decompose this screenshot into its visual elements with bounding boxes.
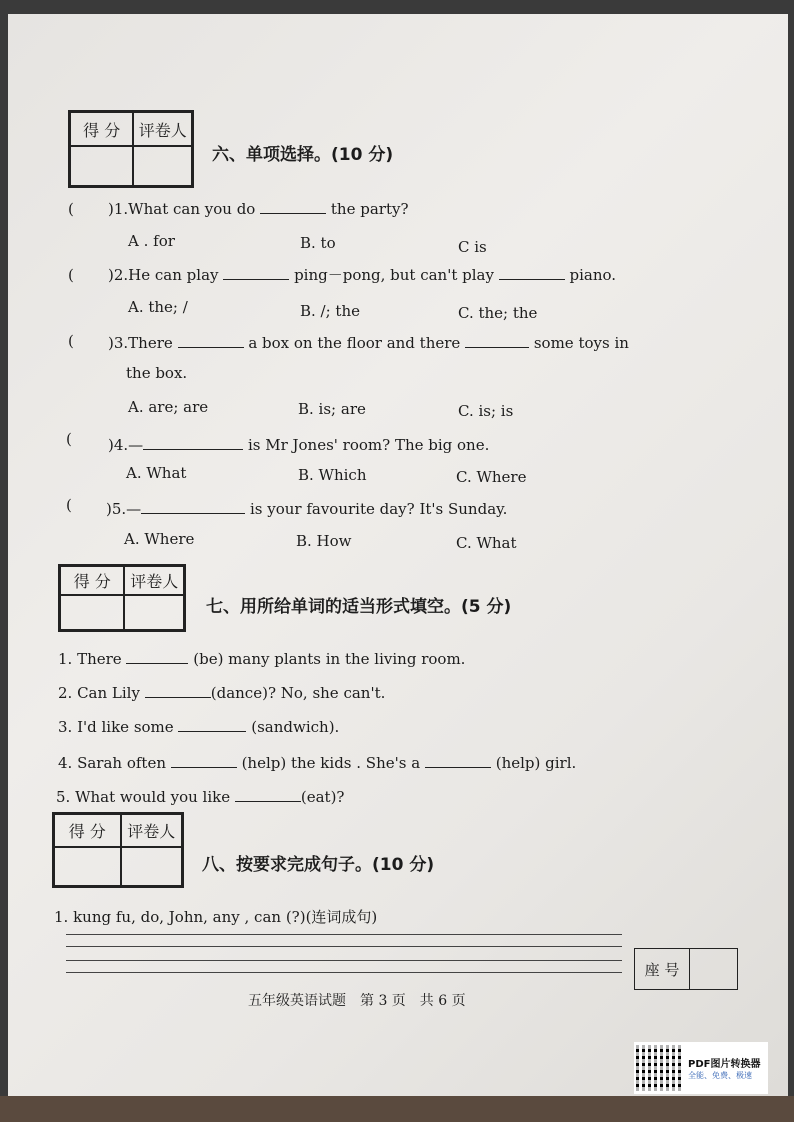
fill-item-1: 1. There (be) many plants in the living room. [58,650,466,668]
q5-option-c: C. What [456,534,517,552]
page-footer: 五年级英语试题 第 3 页 共 6 页 [248,993,466,1009]
fill-blank-5[interactable] [425,752,491,768]
score-cell [70,146,133,186]
fill-item-3: 3. I'd like some (sandwich). [58,718,340,736]
fill-item-4: 4. Sarah often (help) the kids . She's a (help) girl. [58,754,577,772]
seat-value-cell[interactable] [690,949,737,989]
answer-paren: ( [66,496,72,514]
q2-blank-2[interactable] [499,264,565,280]
q3-option-a: A. are; are [128,398,209,416]
qr-code-icon [636,1045,682,1091]
q1-option-a: A . for [128,232,175,250]
q4-option-b: B. Which [298,466,367,484]
q1-text-pre: What can you do [128,200,256,218]
q1-option-c: C is [458,238,487,256]
fill-item-2: 2. Can Lily (dance)? No, she can't. [58,684,386,702]
sentence-item-1: 1. kung fu, do, John, any , can (?)(连词成句) [54,908,378,926]
fill-item-5: 5. What would you like (eat)? [56,788,345,806]
answer-paren: ( [68,332,74,350]
fill-blank-4[interactable] [171,752,237,768]
q4-option-a: A. What [126,464,187,482]
question-2: )2.He can play ping－pong, but can't play piano. [108,266,617,284]
q3-blank-2[interactable] [465,332,529,348]
q4-option-c: C. Where [456,468,527,486]
watermark-subtitle: 全能、免费、极速 [688,1071,752,1080]
section7-title: 七、用所给单词的适当形式填空。(5 分) [206,597,512,617]
score-box-section6 [68,110,194,188]
q5-option-a: A. Where [124,530,195,548]
q3-option-c: C. is; is [458,402,514,420]
watermark-title: PDF图片转换器 [688,1059,761,1070]
answer-line [66,934,622,935]
score-box-section7: 得 分 评卷人 [58,564,186,632]
q3-continuation: the box. [126,364,188,382]
question-5: )5.— is your favourite day? It's Sunday. [106,500,508,518]
question-4: )4.— is Mr Jones' room? The big one. [108,436,490,454]
q2-option-b: B. /; the [300,302,360,320]
answer-paren: ( [68,200,74,218]
seat-label: 座 号 [635,949,690,989]
fill-blank-2[interactable] [145,682,211,698]
watermark [634,1042,768,1094]
grader-label: 评卷人 [133,112,192,146]
q3-option-b: B. is; are [298,400,366,418]
grader-cell [133,146,192,186]
q2-blank-1[interactable] [223,264,289,280]
fill-blank-3[interactable] [178,716,246,732]
seat-number-box [634,948,738,990]
question-1: )1.What can you do the party? [108,200,409,218]
q1-blank[interactable] [260,198,326,214]
answer-paren: ( [66,430,72,448]
q3-blank-1[interactable] [178,332,244,348]
q5-blank[interactable] [141,498,245,514]
table-surface [0,1096,794,1122]
q5-option-b: B. How [296,532,352,550]
answer-line [66,972,622,973]
question-3: )3.There a box on the floor and there some toys in [108,334,629,352]
score-box-section8: 得 分 评卷人 [52,812,184,888]
q4-blank[interactable] [143,434,243,450]
q2-option-c: C. the; the [458,304,538,322]
fill-blank-1[interactable] [126,648,188,664]
q1-option-b: B. to [300,234,336,252]
q2-option-a: A. the; / [128,298,188,316]
section6-title: 六、单项选择。(10 分) [212,145,394,165]
section8-title: 八、按要求完成句子。(10 分) [202,855,435,875]
answer-line [66,960,622,961]
answer-line [66,946,622,947]
score-label: 得 分 [70,112,133,146]
fill-blank-6[interactable] [235,786,301,802]
answer-paren: ( [68,266,74,284]
q1-text-post: the party? [330,200,409,218]
